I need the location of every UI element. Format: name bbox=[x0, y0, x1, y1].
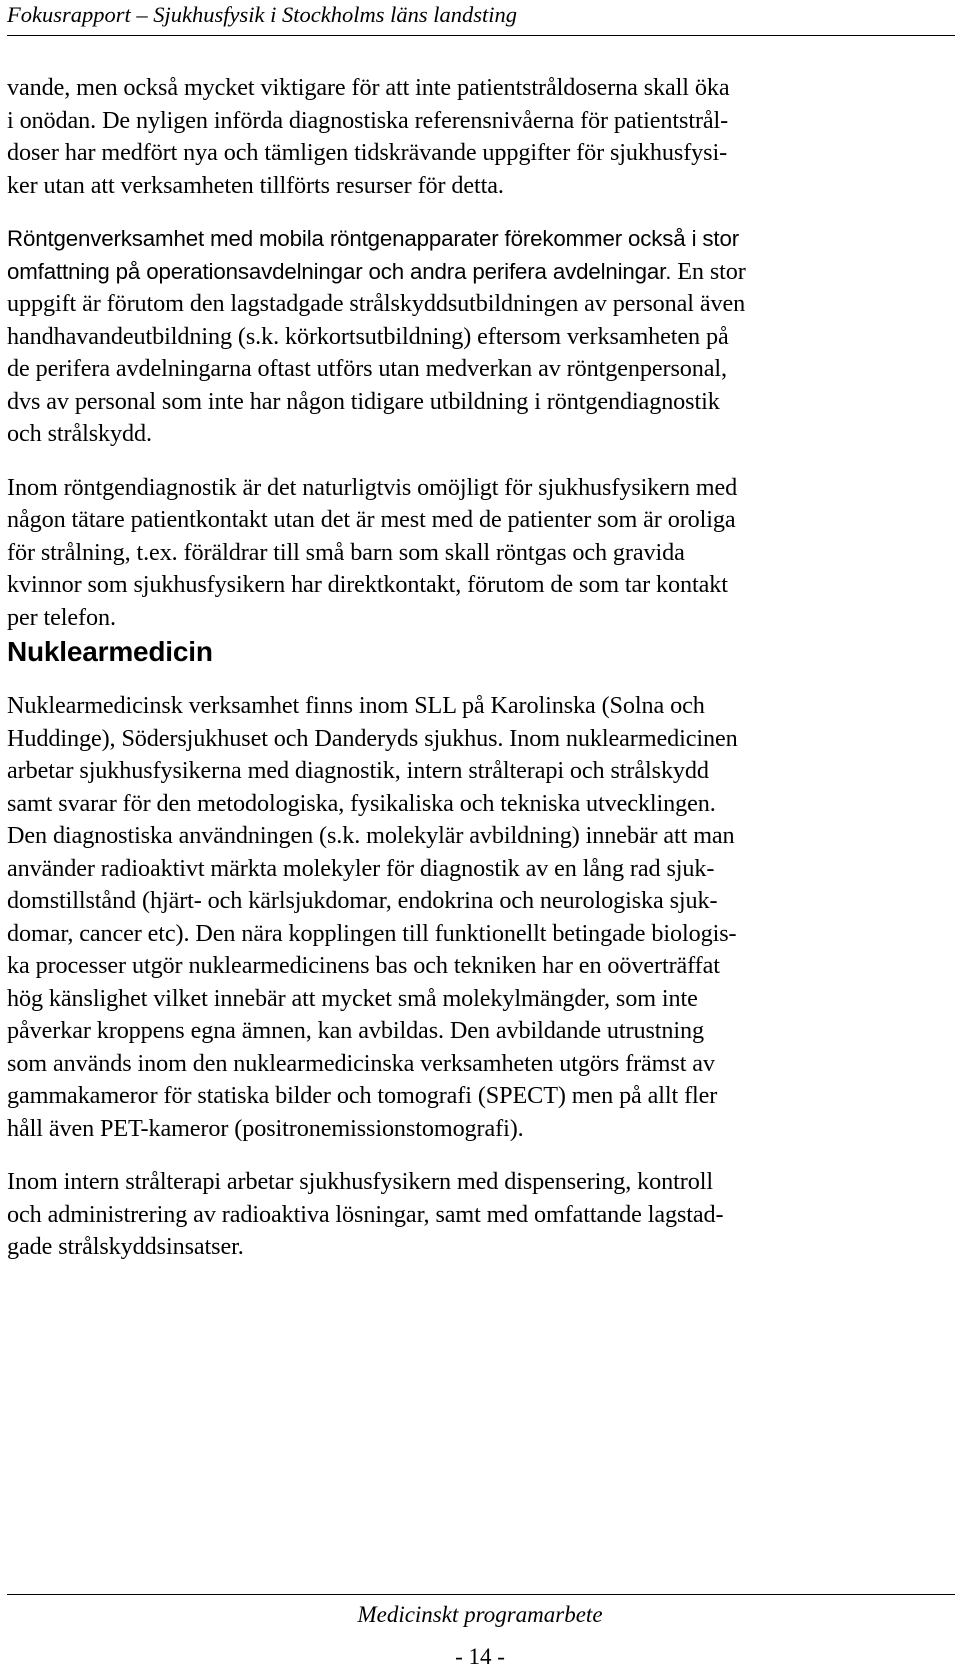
text-line: dvs av personal som inte har någon tidigare utbildning i röntgendiagnostik bbox=[7, 387, 720, 415]
text-line: kvinnor som sjukhusfysikern har direktkontakt, förutom de som tar kontakt bbox=[7, 571, 728, 598]
text-line-fragment: omfattning på operationsavdelningar och andra perifera avdelningar. bbox=[7, 258, 672, 284]
header-rule bbox=[7, 35, 955, 36]
text-line: hög känslighet vilket innebär att mycket små molekylmängder, som inte bbox=[7, 984, 698, 1012]
paragraph-3 bbox=[7, 472, 947, 635]
text-line: påverkar kroppens egna ämnen, kan avbildas. Den avbildande utrustning bbox=[7, 1017, 705, 1044]
text-line: domstillstånd (hjärt- och kärlsjukdomar, endokrina och neurologiska sjuk- bbox=[7, 887, 718, 914]
footer-title: Medicinskt programarbete bbox=[357, 1602, 603, 1627]
text-line: och administrering av radioaktiva lösningar, samt med omfattande lagstad- bbox=[7, 1200, 724, 1228]
page-number: - 14 - bbox=[455, 1644, 505, 1669]
text-line: arbetar sjukhusfysikerna med diagnostik, intern strålterapi och strålskydd bbox=[7, 757, 709, 784]
text-line: och strålskydd. bbox=[7, 420, 152, 447]
text-line: ker utan att verksamheten tillförts resurser för detta. bbox=[7, 171, 504, 199]
text-line: doser har medfört nya och tämligen tidskrävande uppgifter för sjukhusfysi- bbox=[7, 139, 728, 166]
text-line: Nuklearmedicinsk verksamhet finns inom SLL på Karolinska (Solna och bbox=[7, 692, 705, 719]
text-line: uppgift är förutom den lagstadgade strålskyddsutbildningen av personal även bbox=[7, 290, 746, 317]
text-line: Den diagnostiska användningen (s.k. molekylär avbildning) innebär att man bbox=[7, 822, 735, 849]
text-line: Röntgenverksamhet med mobila röntgenapparater förekommer också i stor bbox=[7, 226, 739, 251]
text-line: vande, men också mycket viktigare för att inte patientstråldoserna skall öka bbox=[7, 74, 730, 101]
body-text bbox=[7, 72, 947, 1264]
paragraph-4 bbox=[7, 690, 947, 1145]
text-line-mixed bbox=[7, 256, 947, 289]
text-line: Huddinge), Södersjukhuset och Danderyds sjukhus. Inom nuklearmedicinen bbox=[7, 724, 738, 752]
text-line: Inom intern strålterapi arbetar sjukhusfysikern med dispensering, kontroll bbox=[7, 1168, 713, 1195]
paragraph-5 bbox=[7, 1166, 947, 1264]
footer-rule bbox=[7, 1594, 955, 1595]
text-line: gade strålskyddsinsatser. bbox=[7, 1233, 244, 1260]
running-header: Fokusrapport – Sjukhusfysik i Stockholms läns landsting bbox=[7, 2, 517, 27]
text-line: de perifera avdelningarna oftast utförs utan medverkan av röntgenpersonal, bbox=[7, 355, 727, 382]
text-line: håll även PET-kameror (positronemissionstomografi). bbox=[7, 1114, 524, 1142]
text-line: någon tätare patientkontakt utan det är mest med de patienter som är oroliga bbox=[7, 506, 736, 533]
text-line: gammakameror för statiska bilder och tomografi (SPECT) men på allt fler bbox=[7, 1082, 718, 1109]
text-line: använder radioaktivt märkta molekyler för diagnostik av en lång rad sjuk- bbox=[7, 854, 715, 882]
text-line: i onödan. De nyligen införda diagnostiska referensnivåerna för patientstrål- bbox=[7, 106, 729, 134]
text-line: som används inom den nuklearmedicinska verksamheten utgörs främst av bbox=[7, 1049, 715, 1077]
text-line: ka processer utgör nuklearmedicinens bas och tekniken har en oöverträffat bbox=[7, 952, 720, 979]
text-line: per telefon. bbox=[7, 603, 116, 631]
paragraph-2 bbox=[7, 223, 947, 451]
text-line: Inom röntgendiagnostik är det naturligtvis omöjligt för sjukhusfysikern med bbox=[7, 473, 738, 501]
section-heading: Nuklearmedicin bbox=[7, 636, 213, 667]
text-line: handhavandeutbildning (s.k. körkortsutbildning) eftersom verksamheten på bbox=[7, 322, 729, 350]
text-line: för strålning, t.ex. föräldrar till små barn som skall röntgas och gravida bbox=[7, 538, 685, 566]
text-line: domar, cancer etc). Den nära kopplingen till funktionellt betingade biologis- bbox=[7, 919, 737, 947]
paragraph-1 bbox=[7, 72, 947, 202]
text-line-fragment: En stor bbox=[671, 257, 746, 285]
text-line: samt svarar för den metodologiska, fysikaliska och tekniska utvecklingen. bbox=[7, 789, 716, 817]
